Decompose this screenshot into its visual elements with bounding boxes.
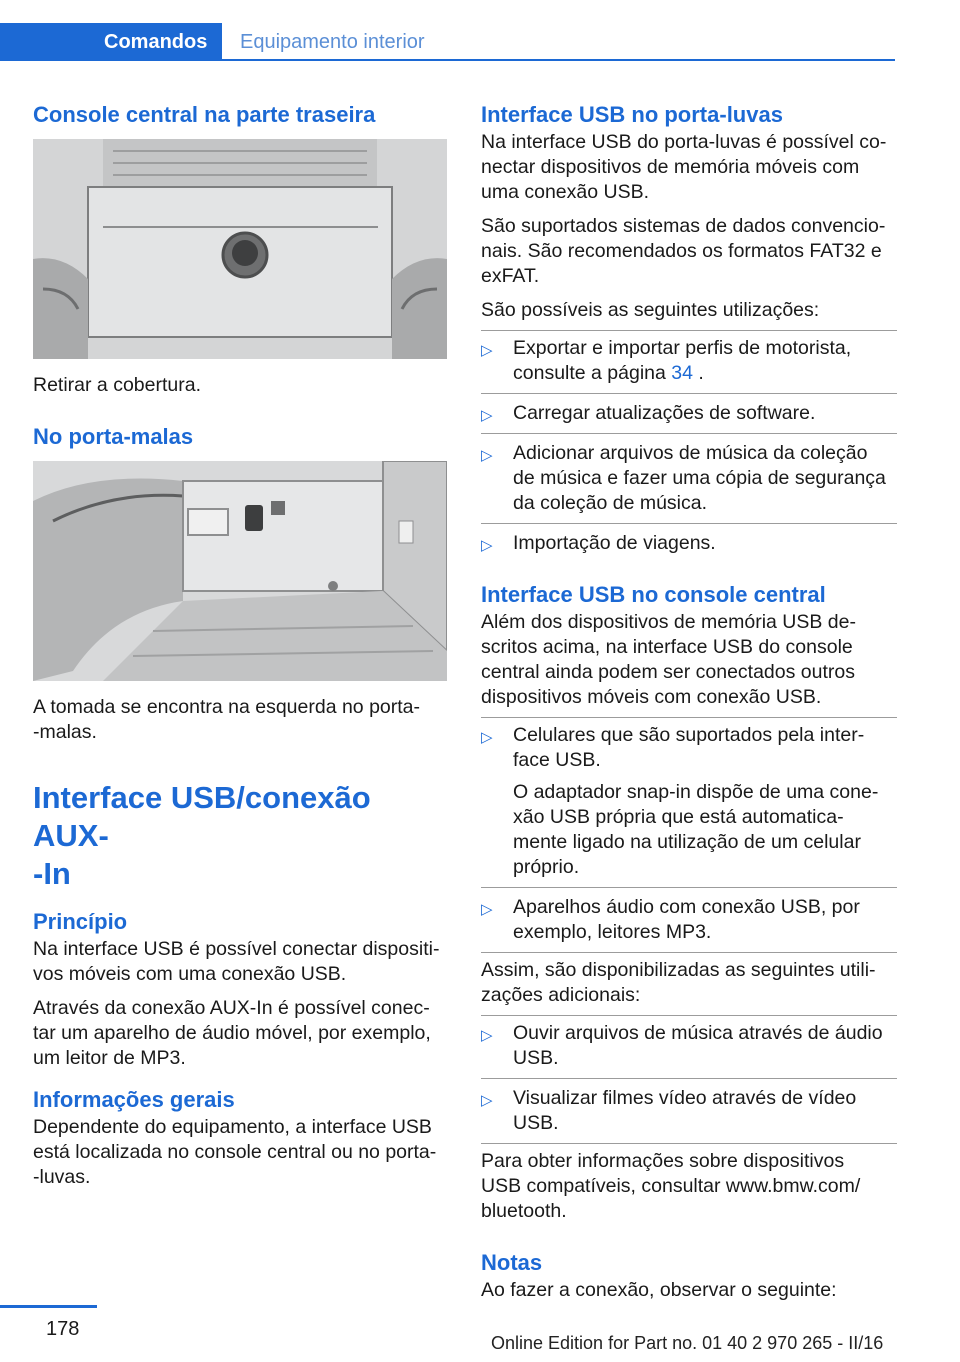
tab-equipamento-interior[interactable]: Equipamento interior	[240, 31, 425, 53]
list-item-text: Visualizar filmes vídeo através de vídeo USB.	[513, 1087, 857, 1134]
heading-notas: Notas	[481, 1250, 543, 1275]
list-item	[481, 336, 897, 386]
triangle-right-icon: ▷	[481, 729, 493, 746]
heading-console-traseira: Console central na parte traseira	[33, 102, 376, 127]
list-item	[481, 433, 897, 516]
list-item-text: Carregar atualizações de software.	[513, 402, 816, 424]
heading-principio: Princípio	[33, 909, 128, 934]
list-dispositivos-wrapper	[481, 717, 897, 945]
list-dispositivos	[481, 723, 897, 945]
tab-underline	[222, 59, 895, 61]
heading-interface-usb-aux: Interface USB/conexão AUX- -In	[33, 780, 371, 891]
para-porta-luvas-2: São suportados sistemas de dados convencio- nais. São recomendados os formatos FAT32 e exFAT.	[481, 215, 886, 287]
list-item-text-end: .	[693, 362, 704, 384]
list-utilizacoes	[481, 336, 897, 556]
page-link-34[interactable]: 34	[671, 362, 693, 384]
list-adicionais-wrapper	[481, 1015, 897, 1136]
triangle-right-icon: ▷	[481, 342, 493, 359]
triangle-right-icon: ▷	[481, 1092, 493, 1109]
rear-console-photo	[33, 139, 447, 359]
para-console-central-1: Além dos dispositivos de memória USB de- scritos acima, na interface USB do console central ainda podem ser conectados outros dispositivos móveis com conexão USB.	[481, 611, 856, 708]
left-column	[33, 100, 449, 1190]
para-principio-2: Através da conexão AUX-In é possível conec- tar um aparelho de áudio móvel, por exemplo, um leitor de MP3.	[33, 997, 431, 1069]
triangle-right-icon: ▷	[481, 1027, 493, 1044]
heading-informacoes-gerais: Informações gerais	[33, 1087, 235, 1112]
list-item	[481, 1021, 897, 1071]
list-item	[481, 887, 897, 945]
page-number: 178	[46, 1318, 80, 1340]
list-item-text: Aparelhos áudio com conexão USB, por exemplo, leitores MP3.	[513, 896, 860, 943]
list-item	[481, 1078, 897, 1136]
list-item	[481, 723, 897, 880]
list-item-text: Adicionar arquivos de música da coleção de música e fazer uma cópia de segurança da coleção de música.	[513, 442, 886, 514]
list-item-text: Exportar e importar perfis de motorista, consulte a página	[513, 337, 852, 384]
para-notas: Ao fazer a conexão, observar o seguinte:	[481, 1279, 837, 1301]
para-informacoes-gerais: Dependente do equipamento, a interface USB está localizada no console central ou no porta- -luvas.	[33, 1116, 437, 1188]
para-principio-1: Na interface USB é possível conectar dispositi- vos móveis com uma conexão USB.	[33, 938, 440, 985]
list-item	[481, 393, 897, 426]
heading-usb-porta-luvas: Interface USB no porta-luvas	[481, 102, 783, 127]
list-item-subtext: O adaptador snap-in dispõe de uma cone- xão USB própria que está automatica- mente ligado na utilização de um celular próprio.	[513, 781, 879, 878]
list-item-text: Celulares que são suportados pela inter- face USB.	[513, 724, 865, 771]
heading-usb-console-central: Interface USB no console central	[481, 582, 826, 607]
para-porta-luvas-1: Na interface USB do porta-luvas é possível co- nectar dispositivos de memória móveis com uma conexão USB.	[481, 131, 887, 203]
caption-tomada-porta-malas: A tomada se encontra na esquerda no porta- -malas.	[33, 696, 421, 743]
trunk-photo	[33, 461, 447, 681]
para-console-central-3: Para obter informações sobre dispositivos USB compatíveis, consultar www.bmw.com/ bluetooth.	[481, 1143, 897, 1224]
list-item-text: Importação de viagens.	[513, 532, 716, 554]
chapter-tabbar	[0, 23, 895, 61]
right-column	[481, 100, 897, 1303]
edition-footer: Online Edition for Part no. 01 40 2 970 265 - II/16	[491, 1333, 884, 1353]
triangle-right-icon: ▷	[481, 407, 493, 424]
triangle-right-icon: ▷	[481, 537, 493, 554]
caption-retirar-cobertura: Retirar a cobertura.	[33, 374, 201, 396]
tab-comandos[interactable]: Comandos	[0, 23, 222, 61]
triangle-right-icon: ▷	[481, 901, 493, 918]
para-console-central-2: Assim, são disponibilizadas as seguintes utili- zações adicionais:	[481, 952, 897, 1008]
heading-porta-malas: No porta-malas	[33, 424, 194, 449]
para-porta-luvas-3: São possíveis as seguintes utilizações:	[481, 299, 820, 321]
triangle-right-icon: ▷	[481, 447, 493, 464]
list-utilizacoes-wrapper	[481, 330, 897, 556]
footer-rule	[0, 1305, 97, 1308]
list-adicionais	[481, 1021, 897, 1136]
list-item	[481, 523, 897, 556]
list-item-text: Ouvir arquivos de música através de áudio USB.	[513, 1022, 883, 1069]
